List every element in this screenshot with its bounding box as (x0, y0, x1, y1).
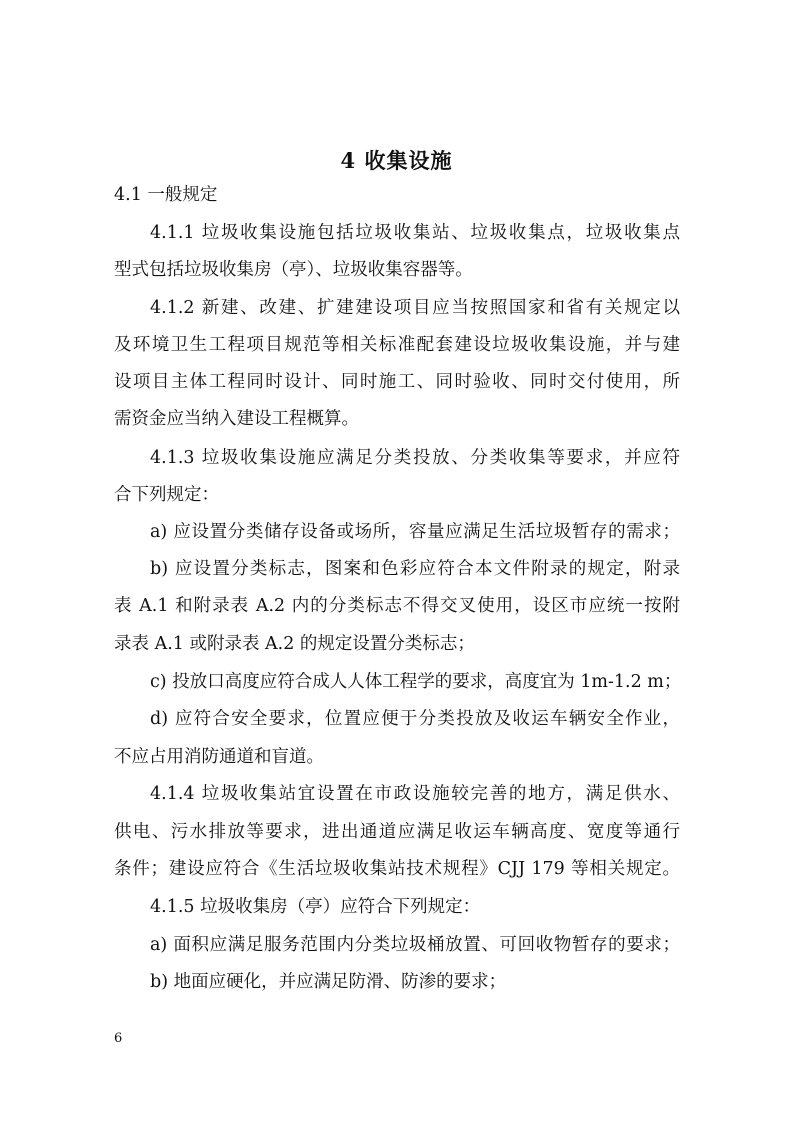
list-item-line: a) 面积应满足服务范围内分类垃圾桶放置、可回收物暂存的要求； (150, 935, 680, 955)
list-item-line: 录表 A.1 或附录表 A.2 的规定设置分类标志； (114, 634, 475, 654)
section-heading: 4.1 一般规定 (114, 185, 218, 205)
paragraph-line: 合下列规定： (114, 485, 219, 505)
paragraph-line: 4.1.5 垃圾收集房（亭）应符合下列规定： (150, 897, 481, 917)
paragraph-line: 设项目主体工程同时设计、同时施工、同时验收、同时交付使用，所 (114, 372, 680, 392)
list-item-line: d) 应符合安全要求，位置应便于分类投放及收运车辆安全作业， (150, 709, 680, 729)
paragraph-line: 4.1.4 垃圾收集站宜设置在市政设施较完善的地方，满足供水、 (150, 784, 680, 804)
paragraph-line: 4.1.2 新建、改建、扩建建设项目应当按照国家和省有关规定以 (150, 298, 680, 318)
list-item-line: 表 A.1 和附录表 A.2 内的分类标志不得交叉使用，设区市应统一按附 (114, 596, 680, 616)
list-item-line: b) 应设置分类标志，图案和色彩应符合本文件附录的规定，附录 (150, 559, 680, 579)
paragraph-line: 型式包括垃圾收集房（亭）、垃圾收集容器等。 (114, 260, 473, 280)
paragraph-line: 4.1.1 垃圾收集设施包括垃圾收集站、垃圾收集点，垃圾收集点 (150, 223, 680, 243)
list-item-line: c) 投放口高度应符合成人人体工程学的要求，高度宜为 1m-1.2 m； (150, 672, 682, 692)
paragraph-line: 及环境卫生工程项目规范等相关标准配套建设垃圾收集设施，并与建 (114, 335, 680, 355)
paragraph-line: 条件；建设应符合《生活垃圾收集站技术规程》CJJ 179 等相关规定。 (114, 859, 680, 879)
list-item-line: b) 地面应硬化，并应满足防滑、防渗的要求； (150, 972, 507, 992)
list-item-line: 不应占用消防通道和盲道。 (114, 747, 324, 767)
paragraph-line: 供电、污水排放等要求，进出通道应满足收运车辆高度、宽度等通行 (114, 822, 680, 842)
paragraph-line: 4.1.3 垃圾收集设施应满足分类投放、分类收集等要求，并应符 (150, 448, 680, 468)
page-number: 6 (114, 1031, 123, 1046)
list-item-line: a) 应设置分类储存设备或场所，容量应满足生活垃圾暂存的需求； (150, 522, 680, 542)
paragraph-line: 需资金应当纳入建设工程概算。 (114, 409, 359, 429)
chapter-title: 4 收集设施 (340, 148, 453, 173)
